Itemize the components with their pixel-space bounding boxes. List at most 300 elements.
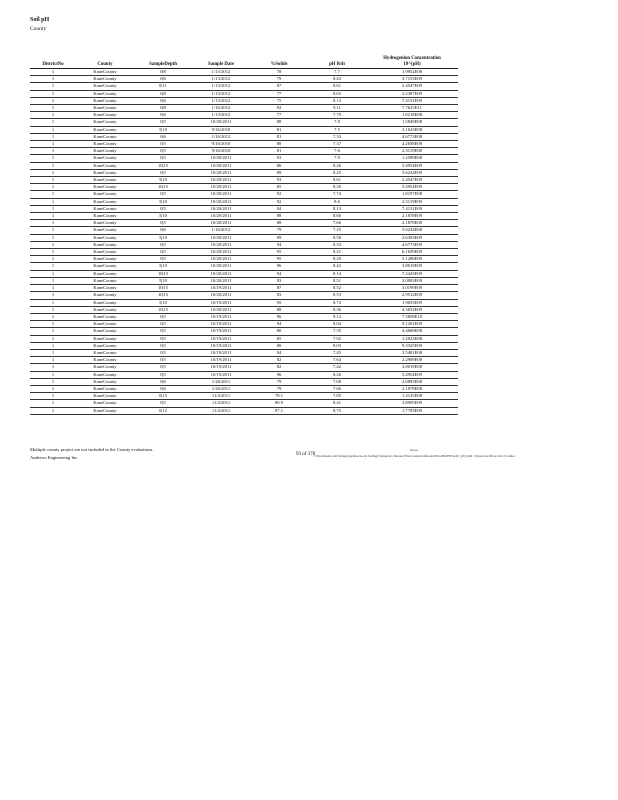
cell-ph: 8.26 bbox=[332, 371, 342, 377]
cell-depth: 10|15 bbox=[157, 184, 169, 190]
cell-district: 1 bbox=[51, 277, 55, 283]
cell-depth: 5|10 bbox=[159, 234, 167, 240]
cell-solids: 94 bbox=[276, 270, 282, 276]
cell-depth: 0|5 bbox=[160, 155, 166, 161]
cell-hydrogen: 4.4668E08 bbox=[401, 328, 423, 334]
cell-district: 1 bbox=[51, 263, 55, 269]
cell-date: 1/13/2012 bbox=[211, 112, 231, 118]
col-header-hydrogen-line2: 10^(pH) bbox=[403, 61, 421, 67]
cell-ph: 8.61 bbox=[332, 177, 342, 183]
cell-county: KaneCounty bbox=[93, 249, 117, 255]
cell-district: 1 bbox=[51, 97, 55, 103]
cell-county: KaneCounty bbox=[93, 69, 117, 74]
cell-district: 1 bbox=[51, 198, 55, 204]
cell-solids: 77 bbox=[276, 90, 282, 96]
cell-solids: 80 bbox=[276, 328, 282, 334]
cell-district: 1 bbox=[51, 227, 55, 233]
table-row bbox=[30, 69, 458, 76]
report-title: Soil pH bbox=[30, 17, 50, 23]
table-row bbox=[30, 141, 458, 148]
cell-district: 1 bbox=[51, 126, 55, 132]
cell-date: 10/20/2011 bbox=[210, 198, 232, 204]
table-row bbox=[30, 364, 458, 371]
report-subtitle: County bbox=[30, 26, 47, 32]
cell-district: 1 bbox=[51, 285, 55, 291]
cell-district: 1 bbox=[51, 184, 55, 190]
cell-district: 1 bbox=[51, 249, 55, 255]
cell-depth: 5|10 bbox=[159, 177, 167, 183]
cell-depth: 0|12 bbox=[159, 407, 167, 413]
cell-hydrogen: 1.4125E08 bbox=[401, 393, 423, 399]
cell-solids: 87.1 bbox=[274, 407, 284, 413]
cell-depth: 10|15 bbox=[157, 162, 169, 168]
cell-depth: 0|5 bbox=[160, 205, 166, 211]
col-header-district: DistrictNo bbox=[42, 61, 64, 67]
cell-date: 1/26/2011 bbox=[211, 385, 231, 391]
cell-solids: 79 bbox=[276, 378, 282, 384]
cell-date: 10/20/2011 bbox=[210, 155, 232, 161]
cell-district: 1 bbox=[51, 393, 55, 399]
cell-district: 1 bbox=[51, 133, 55, 139]
cell-solids: 88 bbox=[276, 213, 282, 219]
cell-depth: 0|5 bbox=[160, 321, 166, 327]
cell-solids: 79 bbox=[276, 227, 282, 233]
cell-district: 1 bbox=[51, 148, 55, 154]
cell-depth: 0|5 bbox=[160, 220, 166, 226]
cell-solids: 94 bbox=[276, 241, 282, 247]
cell-district: 1 bbox=[51, 299, 55, 305]
table-row bbox=[30, 263, 458, 270]
col-header-depth: SampleDepth bbox=[149, 61, 177, 67]
cell-ph: 8.29 bbox=[332, 256, 342, 262]
cell-hydrogen: 9.1201E09 bbox=[401, 321, 423, 327]
cell-district: 1 bbox=[51, 400, 55, 406]
cell-depth: 10|15 bbox=[157, 270, 169, 276]
cell-date: 10/20/2011 bbox=[210, 241, 232, 247]
cell-ph: 8.53 bbox=[332, 292, 342, 298]
cell-hydrogen: 6.1659E09 bbox=[401, 249, 423, 255]
table-row bbox=[30, 407, 458, 414]
table-row bbox=[30, 357, 458, 364]
cell-solids: 96 bbox=[276, 263, 282, 269]
cell-county: KaneCounty bbox=[93, 205, 117, 211]
cell-district: 1 bbox=[51, 256, 55, 262]
cell-depth: 0|5 bbox=[160, 148, 166, 154]
cell-county: KaneCounty bbox=[93, 198, 117, 204]
cell-hydrogen: 2.5119E08 bbox=[402, 148, 422, 154]
cell-depth: 0|6 bbox=[160, 76, 166, 82]
cell-solids: 94 bbox=[276, 205, 282, 211]
cell-date: 10/20/2011 bbox=[210, 292, 232, 298]
cell-depth: 10|15 bbox=[157, 306, 169, 312]
cell-ph: 9.11 bbox=[333, 105, 341, 111]
cell-date: 10/20/2011 bbox=[210, 277, 232, 283]
cell-hydrogen: 1.8197E08 bbox=[401, 191, 423, 197]
cell-district: 1 bbox=[51, 306, 55, 312]
cell-date: 10/20/2011 bbox=[210, 213, 232, 219]
table-row bbox=[30, 285, 458, 292]
cell-district: 1 bbox=[51, 119, 55, 125]
col-header-county: County bbox=[97, 61, 113, 67]
cell-hydrogen: 3.0199E09 bbox=[401, 285, 423, 291]
cell-county: KaneCounty bbox=[93, 321, 117, 327]
cell-solids: 80 bbox=[276, 342, 282, 348]
cell-depth: 5|10 bbox=[159, 299, 167, 305]
table-header-row bbox=[30, 56, 458, 69]
cell-solids: 92 bbox=[276, 105, 282, 111]
cell-depth: 0|5 bbox=[160, 119, 166, 125]
cell-county: KaneCounty bbox=[93, 256, 117, 262]
cell-solids: 96 bbox=[276, 371, 282, 377]
cell-county: KaneCounty bbox=[93, 97, 117, 103]
table-row bbox=[30, 335, 458, 342]
cell-ph: 8.26 bbox=[332, 162, 342, 168]
cell-county: KaneCounty bbox=[93, 371, 117, 377]
cell-county: KaneCounty bbox=[93, 191, 117, 197]
cell-county: KaneCounty bbox=[93, 126, 117, 132]
table-row bbox=[30, 328, 458, 335]
table-row bbox=[30, 119, 458, 126]
cell-ph: 7.64 bbox=[332, 357, 342, 363]
cell-depth: 0|5 bbox=[160, 249, 166, 255]
cell-depth: 10|15 bbox=[157, 292, 169, 298]
cell-ph: 7.35 bbox=[332, 328, 342, 334]
cell-ph: 8.52 bbox=[332, 285, 342, 291]
cell-county: KaneCounty bbox=[93, 349, 117, 355]
table-row bbox=[30, 378, 458, 385]
cell-depth: 0|6 bbox=[160, 133, 166, 139]
cell-district: 1 bbox=[51, 141, 55, 147]
cell-county: KaneCounty bbox=[93, 285, 117, 291]
cell-district: 1 bbox=[51, 349, 55, 355]
cell-date: 10/19/2011 bbox=[210, 357, 232, 363]
cell-county: KaneCounty bbox=[93, 299, 117, 305]
cell-date: 10/19/2011 bbox=[210, 321, 232, 327]
cell-hydrogen: 1.7783E09 bbox=[401, 407, 423, 413]
cell-depth: 0|6 bbox=[160, 378, 166, 384]
cell-hydrogen: 5.4954E09 bbox=[401, 184, 423, 190]
cell-ph: 8.6 bbox=[334, 198, 340, 204]
cell-ph: 7.45 bbox=[332, 349, 342, 355]
cell-depth: 0|8 bbox=[160, 69, 166, 74]
cell-county: KaneCounty bbox=[93, 141, 117, 147]
cell-solids: 78.1 bbox=[274, 393, 284, 399]
cell-date: 10/19/2011 bbox=[210, 328, 232, 334]
cell-hydrogen: 2.4547E09 bbox=[401, 83, 423, 89]
cell-ph: 7.66 bbox=[332, 220, 342, 226]
cell-depth: 0|5 bbox=[160, 141, 166, 147]
cell-district: 1 bbox=[51, 321, 55, 327]
cell-district: 1 bbox=[51, 83, 55, 89]
cell-hydrogen: 2.2387E09 bbox=[401, 90, 423, 96]
cell-district: 1 bbox=[51, 90, 55, 96]
table-row bbox=[30, 220, 458, 227]
table-row bbox=[30, 126, 458, 133]
cell-solids: 85 bbox=[276, 335, 282, 341]
cell-ph: 9.12 bbox=[332, 313, 342, 319]
cell-hydrogen: 7.4131E09 bbox=[401, 97, 423, 103]
cell-date: 1/13/2012 bbox=[211, 90, 231, 96]
cell-ph: 7.6 bbox=[334, 148, 340, 154]
cell-county: KaneCounty bbox=[93, 335, 117, 341]
cell-depth: 0|6 bbox=[160, 227, 166, 233]
cell-ph: 8.51 bbox=[332, 277, 342, 283]
cell-depth: 0|6 bbox=[160, 112, 166, 118]
cell-district: 1 bbox=[51, 112, 55, 118]
cell-solids: 92 bbox=[276, 191, 282, 197]
cell-depth: 0|5 bbox=[160, 169, 166, 175]
table-row bbox=[30, 400, 458, 407]
cell-depth: 0|5 bbox=[160, 335, 166, 341]
cell-ph: 7.8 bbox=[334, 119, 340, 125]
cell-date: 11/4/2011 bbox=[211, 393, 231, 399]
cell-date: 10/20/2011 bbox=[210, 270, 232, 276]
cell-solids: 80.9 bbox=[274, 400, 284, 406]
cell-ph: 8.75 bbox=[332, 407, 342, 413]
cell-date: 11/4/2011 bbox=[211, 400, 231, 406]
cell-ph: 7.5 bbox=[334, 126, 340, 132]
cell-date: 10/20/2011 bbox=[210, 263, 232, 269]
cell-ph: 8.66 bbox=[332, 213, 342, 219]
cell-depth: 0|6 bbox=[160, 97, 166, 103]
cell-ph: 8.03 bbox=[332, 342, 342, 348]
cell-county: KaneCounty bbox=[93, 162, 117, 168]
table-row bbox=[30, 205, 458, 212]
cell-hydrogen: 7.5858E10 bbox=[401, 313, 423, 319]
cell-district: 1 bbox=[51, 177, 55, 183]
cell-date: 10/20/2011 bbox=[210, 162, 232, 168]
col-header-date: Sample Date bbox=[208, 61, 234, 67]
table-row bbox=[30, 90, 458, 97]
cell-hydrogen: 7.4131E09 bbox=[401, 205, 423, 211]
table-row bbox=[30, 162, 458, 169]
cell-solids: 94 bbox=[276, 321, 282, 327]
table-row bbox=[30, 227, 458, 234]
cell-ph: 7.9 bbox=[334, 155, 340, 161]
cell-hydrogen: 3.8019E08 bbox=[401, 364, 423, 370]
table-row bbox=[30, 249, 458, 256]
cell-county: KaneCounty bbox=[93, 184, 117, 190]
cell-depth: 0|6 bbox=[160, 385, 166, 391]
table-row bbox=[30, 241, 458, 248]
cell-county: KaneCounty bbox=[93, 227, 117, 233]
cell-ph: 7.25 bbox=[332, 227, 342, 233]
cell-hydrogen: 5.1286E09 bbox=[401, 256, 423, 262]
cell-date: 9/16/2010 bbox=[211, 126, 231, 132]
cell-district: 1 bbox=[51, 105, 55, 111]
cell-district: 1 bbox=[51, 378, 55, 384]
table-row bbox=[30, 299, 458, 306]
cell-solids: 95 bbox=[276, 249, 282, 255]
cell-solids: 94 bbox=[276, 349, 282, 355]
cell-solids: 80 bbox=[276, 141, 282, 147]
cell-ph: 8.33 bbox=[332, 241, 342, 247]
cell-county: KaneCounty bbox=[93, 378, 117, 384]
cell-district: 1 bbox=[51, 155, 55, 161]
cell-solids: 79 bbox=[276, 76, 282, 82]
cell-county: KaneCounty bbox=[93, 407, 117, 413]
cell-hydrogen: 7.7625E11 bbox=[402, 105, 422, 111]
table-row bbox=[30, 393, 458, 400]
cell-ph: 7.68 bbox=[332, 378, 342, 384]
cell-solids: 82 bbox=[276, 357, 282, 363]
cell-depth: 0|5 bbox=[160, 256, 166, 262]
cell-date: 1/13/2012 bbox=[211, 83, 231, 89]
cell-district: 1 bbox=[51, 385, 55, 391]
table-row bbox=[30, 349, 458, 356]
notes-label: Notes bbox=[410, 448, 418, 452]
cell-date: 1/16/2012 bbox=[211, 227, 231, 233]
table-row bbox=[30, 155, 458, 162]
cell-depth: 0|5 bbox=[160, 357, 166, 363]
cell-depth: 0|5 bbox=[160, 313, 166, 319]
cell-county: KaneCounty bbox=[93, 306, 117, 312]
table-row bbox=[30, 342, 458, 349]
cell-solids: 81 bbox=[276, 126, 282, 132]
cell-county: KaneCounty bbox=[93, 133, 117, 139]
cell-depth: 8|11 bbox=[159, 83, 167, 89]
cell-hydrogen: 2.0893E08 bbox=[401, 378, 423, 384]
footnote-company: Andrews Engineering Inc. bbox=[30, 455, 79, 460]
cell-county: KaneCounty bbox=[93, 292, 117, 298]
cell-solids: 88 bbox=[276, 119, 282, 125]
cell-district: 1 bbox=[51, 220, 55, 226]
cell-county: KaneCounty bbox=[93, 328, 117, 334]
table-row bbox=[30, 306, 458, 313]
cell-hydrogen: 2.4547E09 bbox=[401, 177, 423, 183]
cell-ph: 8.13 bbox=[332, 97, 342, 103]
cell-district: 1 bbox=[51, 335, 55, 341]
cell-county: KaneCounty bbox=[93, 105, 117, 111]
file-path-footer: J:\Documents and Settings\plexhoe\Local Settings\Temporary Internet Files\Content.Outlook\NOGXB4YH\SoilT_pH_DeR / Version Archives 4/4/13 Cables bbox=[314, 454, 515, 458]
cell-date: 10/19/2011 bbox=[210, 371, 232, 377]
table-row bbox=[30, 191, 458, 198]
table-row bbox=[30, 321, 458, 328]
cell-solids: 82 bbox=[276, 364, 282, 370]
cell-date: 1/16/2012 bbox=[211, 105, 231, 111]
cell-district: 1 bbox=[51, 191, 55, 197]
cell-hydrogen: 2.1878E08 bbox=[401, 220, 423, 226]
cell-ph: 7.42 bbox=[332, 364, 342, 370]
table-row bbox=[30, 371, 458, 378]
cell-hydrogen: 3.0903E09 bbox=[401, 277, 423, 283]
cell-hydrogen: 1.9952E08 bbox=[401, 69, 423, 74]
cell-hydrogen: 3.1623E08 bbox=[401, 126, 423, 132]
cell-solids: 75 bbox=[276, 97, 282, 103]
cell-depth: 0|5 bbox=[160, 342, 166, 348]
cell-district: 1 bbox=[51, 292, 55, 298]
cell-district: 1 bbox=[51, 69, 55, 74]
cell-solids: 95 bbox=[276, 256, 282, 262]
table-row bbox=[30, 83, 458, 90]
cell-solids: 93 bbox=[276, 277, 282, 283]
cell-date: 10/20/2011 bbox=[210, 191, 232, 197]
cell-county: KaneCounty bbox=[93, 400, 117, 406]
cell-ph: 7.74 bbox=[332, 191, 342, 197]
cell-date: 10/20/2011 bbox=[210, 234, 232, 240]
cell-county: KaneCounty bbox=[93, 342, 117, 348]
col-header-ph: pH Rslt bbox=[329, 61, 345, 67]
cell-district: 1 bbox=[51, 241, 55, 247]
cell-county: KaneCounty bbox=[93, 83, 117, 89]
cell-ph: 8.72 bbox=[332, 299, 342, 305]
cell-ph: 8.21 bbox=[332, 249, 342, 255]
cell-date: 10/19/2011 bbox=[210, 313, 232, 319]
cell-solids: 89 bbox=[276, 234, 282, 240]
table-body bbox=[30, 69, 458, 415]
cell-ph: 8.36 bbox=[332, 306, 342, 312]
footnote-multiple-county: Multiple county project are not included in the County evaluations. bbox=[30, 447, 154, 452]
cell-district: 1 bbox=[51, 76, 55, 82]
cell-solids: 83 bbox=[276, 292, 282, 298]
cell-county: KaneCounty bbox=[93, 220, 117, 226]
cell-depth: 0|5 bbox=[160, 349, 166, 355]
col-header-hydrogen bbox=[366, 56, 458, 69]
cell-solids: 81 bbox=[276, 133, 282, 139]
cell-date: 10/19/2011 bbox=[210, 349, 232, 355]
cell-ph: 8.14 bbox=[332, 270, 342, 276]
cell-ph: 8.26 bbox=[332, 184, 342, 190]
cell-county: KaneCounty bbox=[93, 364, 117, 370]
cell-county: KaneCounty bbox=[93, 213, 117, 219]
cell-ph: 8.13 bbox=[332, 205, 342, 211]
cell-date: 1/26/2011 bbox=[211, 378, 231, 384]
table-row bbox=[30, 97, 458, 104]
cell-date: 1/13/2012 bbox=[211, 97, 231, 103]
cell-district: 1 bbox=[51, 364, 55, 370]
table-row bbox=[30, 270, 458, 277]
cell-solids: 77 bbox=[276, 112, 282, 118]
cell-hydrogen: 1.2023E08 bbox=[401, 335, 423, 341]
cell-county: KaneCounty bbox=[93, 90, 117, 96]
cell-county: KaneCounty bbox=[93, 169, 117, 175]
cell-district: 1 bbox=[51, 213, 55, 219]
cell-date: 1/13/2012 bbox=[211, 76, 231, 82]
table-row bbox=[30, 112, 458, 119]
cell-solids: 87 bbox=[276, 285, 282, 291]
table-row bbox=[30, 385, 458, 392]
cell-depth: 5|10 bbox=[159, 198, 167, 204]
cell-ph: 7.66 bbox=[332, 385, 342, 391]
cell-solids: 93 bbox=[276, 155, 282, 161]
cell-solids: 96 bbox=[276, 313, 282, 319]
cell-hydrogen: 9.3325E09 bbox=[401, 342, 423, 348]
cell-date: 9/16/2010 bbox=[211, 148, 231, 154]
cell-hydrogen: 2.2909E08 bbox=[401, 357, 423, 363]
cell-solids: 88 bbox=[276, 220, 282, 226]
cell-district: 1 bbox=[51, 371, 55, 377]
cell-date: 10/20/2011 bbox=[210, 306, 232, 312]
cell-hydrogen: 3.7153E09 bbox=[401, 76, 423, 82]
cell-depth: 0|8 bbox=[160, 90, 166, 96]
cell-depth: 0|5 bbox=[160, 364, 166, 370]
cell-hydrogen: 1.9055E09 bbox=[401, 299, 423, 305]
cell-district: 1 bbox=[51, 357, 55, 363]
cell-ph: 8.61 bbox=[332, 83, 342, 89]
cell-district: 1 bbox=[51, 162, 55, 168]
cell-county: KaneCounty bbox=[93, 76, 117, 82]
cell-solids: 78 bbox=[276, 69, 282, 74]
cell-depth: 5|10 bbox=[159, 213, 167, 219]
cell-ph: 7.7 bbox=[334, 69, 340, 74]
cell-hydrogen: 2.1878E08 bbox=[401, 385, 423, 391]
cell-date: 9/16/2010 bbox=[211, 141, 231, 147]
table-row bbox=[30, 313, 458, 320]
col-header-hydrogen-line1: Hydrogenion Concentration bbox=[383, 56, 441, 61]
cell-solids: 92 bbox=[276, 198, 282, 204]
cell-date: 1/16/2012 bbox=[211, 133, 231, 139]
cell-depth: 5|10 bbox=[159, 126, 167, 132]
